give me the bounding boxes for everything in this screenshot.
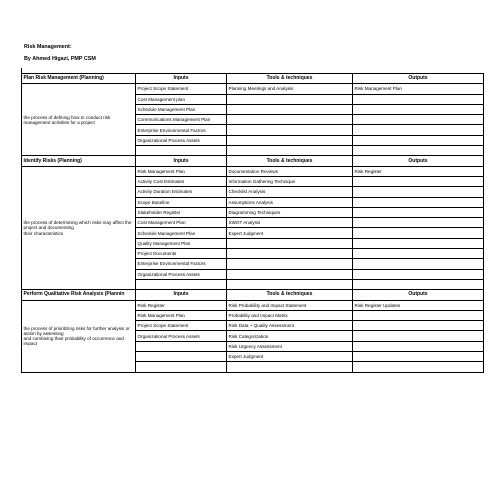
process-description	[22, 166, 136, 290]
description-line: action by assessing	[23, 330, 64, 336]
output-cell	[353, 279, 484, 289]
output-cell	[353, 135, 484, 145]
input-cell: Cost Management Plan	[136, 218, 227, 228]
section-header-row	[22, 290, 484, 300]
section-title: Identify Risks (Planning)	[22, 156, 136, 166]
input-cell: Project Scope Statement	[136, 84, 227, 94]
inputs-header: Inputs	[136, 156, 227, 166]
tool-cell: Planning Meetings and Analysis	[227, 84, 353, 94]
document-title: Risk Management:	[24, 44, 72, 50]
description-line: impact	[23, 341, 38, 347]
input-cell: Schedule Management Plan	[136, 228, 227, 238]
input-cell: Organizational Process Assets	[136, 269, 227, 279]
tool-cell: Probability and Impact Matrix	[227, 310, 353, 320]
description-line: the process of prioritizing risks for further analysis or	[23, 325, 130, 331]
input-cell: Risk Management Plan	[136, 166, 227, 176]
section-title: Plan Risk Management (Planning)	[22, 74, 136, 84]
input-cell: Cost Management plan	[136, 94, 227, 104]
input-cell: Activity Duration Estimates	[136, 187, 227, 197]
tool-cell: Risk Categorization	[227, 331, 353, 341]
outputs-header: Outputs	[353, 290, 484, 300]
tool-cell: Assumptions Analysis	[227, 197, 353, 207]
tools-header: Tools & techniques	[227, 290, 353, 300]
input-cell: Activity Cost Estimates	[136, 176, 227, 186]
output-cell	[353, 176, 484, 186]
description-line: the process of defining how to conduct risk	[23, 114, 111, 120]
description-line: project and documenting	[23, 225, 74, 231]
description-line: management activities for a project	[23, 119, 95, 125]
tool-cell	[227, 238, 353, 248]
inputs-header: Inputs	[136, 74, 227, 84]
section-header-row	[22, 74, 484, 84]
tools-header: Tools & techniques	[227, 156, 353, 166]
input-cell: Risk Management Plan	[136, 310, 227, 320]
tool-cell: Diagramming Techniques	[227, 207, 353, 217]
input-cell: Schedule Management Plan	[136, 104, 227, 114]
tool-cell	[227, 94, 353, 104]
tool-cell	[227, 104, 353, 114]
input-cell	[136, 352, 227, 362]
table-row	[22, 166, 484, 176]
output-cell	[353, 352, 484, 362]
input-cell	[136, 146, 227, 156]
output-cell	[353, 310, 484, 320]
output-cell	[353, 362, 484, 372]
tool-cell: SWOT Analysis	[227, 218, 353, 228]
document-author: By Ahmed Higazi, PMP CSM	[24, 56, 96, 62]
tool-cell	[227, 259, 353, 269]
outputs-header: Outputs	[353, 74, 484, 84]
tool-cell: Risk Urgency Assessment	[227, 341, 353, 351]
output-cell	[353, 207, 484, 217]
section-header-row	[22, 156, 484, 166]
output-cell: Risk Register Updates	[353, 300, 484, 310]
output-cell	[353, 104, 484, 114]
process-description	[22, 300, 136, 372]
input-cell: Quality Management Plan	[136, 238, 227, 248]
output-cell	[353, 331, 484, 341]
output-cell	[353, 115, 484, 125]
description-line: and combining their probability of occurrence and	[23, 336, 124, 342]
input-cell: Communications Management Plan	[136, 115, 227, 125]
input-cell	[136, 279, 227, 289]
input-cell: Project Scope Statement	[136, 321, 227, 331]
tool-cell: Risk Probability and Impact Statement	[227, 300, 353, 310]
output-cell	[353, 197, 484, 207]
tool-cell: Risk Data + Quality Assessment	[227, 321, 353, 331]
table-row	[22, 300, 484, 310]
input-cell	[136, 362, 227, 372]
tool-cell	[227, 269, 353, 279]
tool-cell: Checklist Analysis	[227, 187, 353, 197]
table-row	[22, 84, 484, 94]
output-cell	[353, 94, 484, 104]
tool-cell	[227, 146, 353, 156]
tool-cell: Expert Judgment	[227, 352, 353, 362]
output-cell	[353, 249, 484, 259]
output-cell	[353, 228, 484, 238]
input-cell: Organizational Process Assets	[136, 331, 227, 341]
input-cell: Project Documents	[136, 249, 227, 259]
risk-process-table	[21, 73, 484, 373]
output-cell	[353, 259, 484, 269]
output-cell: Risk Register	[353, 166, 484, 176]
input-cell: Risk Register	[136, 300, 227, 310]
input-cell	[136, 341, 227, 351]
description-line: the process of determining which risks may affect the	[23, 220, 132, 226]
output-cell	[353, 125, 484, 135]
tool-cell: Documentation Reviews	[227, 166, 353, 176]
tool-cell	[227, 249, 353, 259]
output-cell	[353, 321, 484, 331]
input-cell: Enterprise Environmental Factors	[136, 125, 227, 135]
inputs-header: Inputs	[136, 290, 227, 300]
input-cell: Scope Baseline	[136, 197, 227, 207]
output-cell	[353, 238, 484, 248]
tools-header: Tools & techniques	[227, 74, 353, 84]
input-cell: Enterprise Environmental Factors	[136, 259, 227, 269]
process-description	[22, 84, 136, 156]
input-cell: Organizational Process Assets	[136, 135, 227, 145]
output-cell	[353, 341, 484, 351]
tool-cell	[227, 279, 353, 289]
outputs-header: Outputs	[353, 156, 484, 166]
tool-cell: Expert Judgment	[227, 228, 353, 238]
input-cell: Stakeholder Register	[136, 207, 227, 217]
output-cell	[353, 187, 484, 197]
output-cell	[353, 218, 484, 228]
tool-cell	[227, 125, 353, 135]
tool-cell: Information Gathering Technique	[227, 176, 353, 186]
output-cell	[353, 146, 484, 156]
tool-cell	[227, 135, 353, 145]
tool-cell	[227, 362, 353, 372]
output-cell	[353, 269, 484, 279]
output-cell: Risk Management Plan	[353, 84, 484, 94]
tool-cell	[227, 115, 353, 125]
description-line: their characteristics	[23, 230, 64, 236]
section-title: Perform Qualitative Risk Analysis (Plannin	[22, 290, 136, 300]
